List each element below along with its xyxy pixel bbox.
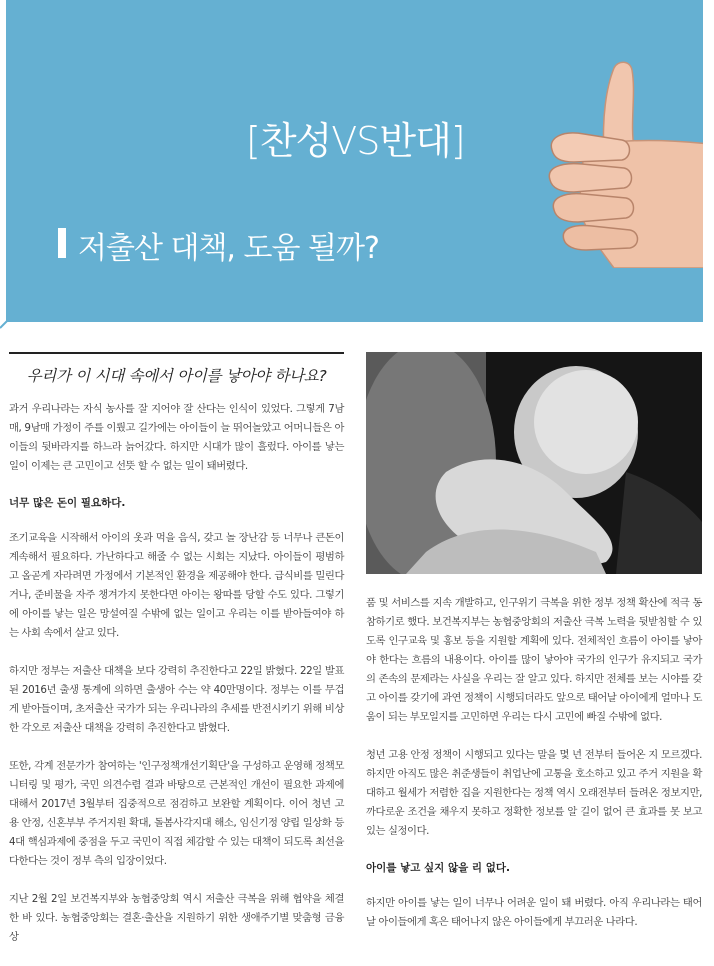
paragraph: 지난 2월 2일 보건복지부와 농협중앙회 역시 저출산 극복을 위해 협약을 체결한 바 있다. 농협중앙회는 결혼·출산을 지원하기 위한 생애주기별 맞춤형 금융상	[9, 893, 344, 943]
right-column	[366, 594, 702, 951]
subtitle-accent-bar	[58, 228, 66, 258]
header-banner	[6, 0, 703, 322]
page-subtitle: 저출산 대책, 도움 될까?	[78, 231, 379, 266]
paragraph: 과거 우리나라는 자식 농사를 잘 지어야 잘 산다는 인식이 있었다. 그렇게 7남매, 9남매 가정이 주를 이뤘고 길가에는 아이들이 늘 뛰어놀았고 어머니들은 아이들의 뒷바라지를 하느라 늙어갔다. 하지만 시대가 많이 흘렀다. 아이를 낳는 일이 이제는 큰 고민이고 선뜻 할 수 없는 일이 돼버렸다.	[9, 403, 344, 472]
page-title: [찬성VS반대]	[246, 119, 465, 163]
paragraph: 조기교육을 시작해서 아이의 옷과 먹을 음식, 갖고 놀 장난감 등 너무나 큰돈이 계속해서 필요하다. 가난하다고 해줄 수 없는 시회는 지났다. 아이들이 평범하고 올곧게 자라려면 가정에서 기본적인 환경을 제공해야 한다. 급식비를 밀린다거나, 준비물을 자주 챙겨가지 못한다면 아이는 왕따를 당할 수도 있다. 그렇기에 아이를 낳는 일은 망설여질 수밖에 없는 일이고 우리는 이를 받아들여야 하는 사회 속에서 살고 있다.	[9, 532, 344, 639]
paragraph: 품 및 서비스를 지속 개발하고, 인구위기 극복을 위한 정부 정책 확산에 적극 동참하기로 했다. 보건복지부는 농협중앙회의 저출산 극복 노력을 뒷받침할 수 있도록 인구교육 및 홍보 등을 지원할 계획에 있다. 전체적인 흐름이 아이를 낳아야 한다는 흐름의 내용이다. 아이를 많이 낳아야 국가의 인구가 유지되고 국가의 존속의 문제라는 사실을 우리는 잘 알고 있다. 하지만 전체를 보는 시야를 갖고 아이를 갖기에 과연 정책이 시행되더라도 앞으로 태어날 아이에게 얼마나 도움이 되는 부모일지를 고민하면 우리는 다시 고민에 빠질 수밖에 없다.	[366, 597, 702, 723]
corner-fold-mark	[0, 300, 30, 330]
thumbs-up-icon	[544, 58, 703, 268]
paragraph: 또한, 각계 전문가가 참여하는 '인구정책개선기획단'을 구성하고 운영해 정책모니터링 및 평가, 국민 의견수렴 결과 바탕으로 근본적인 개선이 필요한 과제에 대해서 2017년 3월부터 집중적으로 점검하고 보완할 계획이다. 이어 청년 고용 안정, 신혼부부 주거지원 확대, 돌봄사각지대 해소, 임신기정 양립 일상화 등 4대 핵심과제에 중점을 두고 국민이 직접 체감할 수 있는 대책이 되도록 최선을 다한다는 것이 정부 측의 입장이었다.	[9, 760, 344, 867]
left-column	[9, 352, 344, 966]
section-heading: 너무 많은 돈이 필요하다.	[9, 497, 126, 509]
paragraph: 하지만 정부는 저출산 대책을 보다 강력히 추진한다고 22일 밝혔다. 22일 발표된 2016년 출생 통계에 의하면 출생아 수는 약 40만명이다. 정부는 이를 무겁게 받아들이며, 초저출산 국가가 되는 우리나라의 추세를 반전시키기 위해 비상한 각오로 저출산 대책을 강력히 추진한다고 밝혔다.	[9, 665, 344, 734]
baby-photo	[366, 352, 702, 574]
section-question: 우리가 이 시대 속에서 아이를 낳아야 하나요?	[26, 367, 327, 385]
section-heading: 아이를 낳고 싶지 않을 리 없다.	[366, 862, 510, 874]
paragraph: 하지만 아이를 낳는 일이 너무나 어려운 일이 돼 버렸다. 아직 우리나라는 태어날 아이들에게 혹은 태어나지 않은 아이들에게 부끄러운 나라다.	[366, 897, 702, 928]
paragraph: 청년 고용 안정 정책이 시행되고 있다는 말을 몇 년 전부터 들어온 지 모르겠다. 하지만 아직도 많은 취준생들이 취업난에 고통을 호소하고 있고 주거 지원을 확대하고 월세가 저렴한 집을 지원한다는 정책 역시 오래전부터 들려온 정보지만, 까다로운 조건을 채우지 못하고 정확한 정보를 알 길이 없어 큰 효과를 못 보고 있는 실정이다.	[366, 749, 702, 837]
section-rule	[9, 352, 344, 354]
baby-in-hands-image	[366, 352, 702, 574]
